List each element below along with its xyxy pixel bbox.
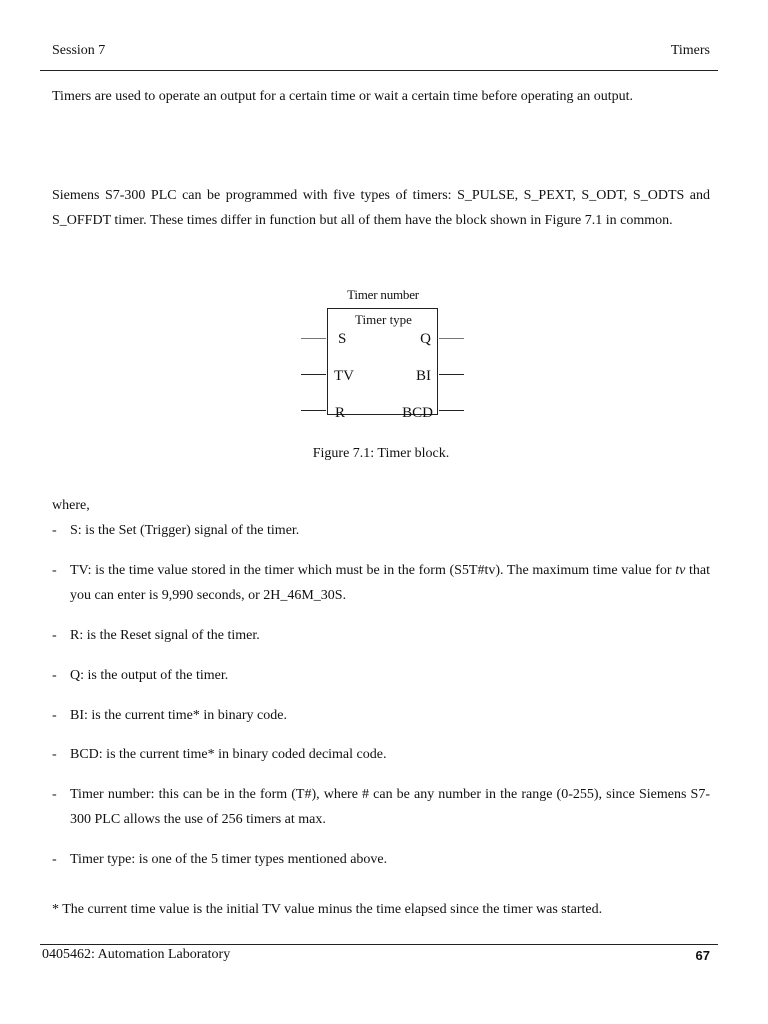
list-dash: - xyxy=(52,747,57,762)
figure-timer-number-label: Timer number xyxy=(347,287,419,302)
figure-caption: Figure 7.1: Timer block. xyxy=(312,446,450,461)
definition-timer-number xyxy=(52,782,710,832)
list-dash: - xyxy=(52,628,57,643)
list-dash: - xyxy=(52,787,57,802)
wire-tv xyxy=(301,374,326,375)
header-session: Session 7 xyxy=(52,43,106,58)
definition-bi xyxy=(52,703,710,728)
wire-bi xyxy=(439,374,464,375)
wire-r xyxy=(301,410,326,411)
wire-bcd xyxy=(439,410,464,411)
input-pin-tv: TV xyxy=(334,368,354,384)
list-dash: - xyxy=(52,668,57,683)
input-pin-s: S xyxy=(338,331,347,347)
definition-tv-text-end: that you can enter is 9,990 seconds, or 2H_46M_30S. xyxy=(70,563,710,603)
definition-tv-italic: tv xyxy=(675,563,686,578)
output-pin-bcd: BCD xyxy=(402,405,433,421)
wire-q xyxy=(439,338,464,339)
output-pin-bi: BI xyxy=(416,368,431,384)
list-dash: - xyxy=(52,523,57,538)
header-divider xyxy=(40,70,718,71)
output-pin-q: Q xyxy=(420,331,431,347)
where-label: where, xyxy=(52,498,90,513)
definition-bcd xyxy=(52,742,710,767)
header-topic: Timers xyxy=(670,43,710,58)
definition-s-text: S: is the Set (Trigger) signal of the timer. xyxy=(70,523,300,538)
definition-s xyxy=(52,518,710,543)
intro-paragraph: Timers are used to operate an output for a certain time or wait a certain time before operating an output. xyxy=(52,89,634,104)
definition-r-text: R: is the Reset signal of the timer. xyxy=(70,628,260,643)
list-dash: - xyxy=(52,708,57,723)
list-dash: - xyxy=(52,563,57,578)
definition-timer-type-text: Timer type: is one of the 5 timer types mentioned above. xyxy=(70,852,388,867)
page-number: 67 xyxy=(695,948,710,963)
definition-tv-text-start: TV: is the time value stored in the timer which must be in the form (S5T#tv). The maximum time value for xyxy=(70,563,676,578)
definition-bcd-text: BCD: is the current time* in binary coded decimal code. xyxy=(70,747,387,762)
definition-timer-type xyxy=(52,847,710,872)
definition-tv-text xyxy=(70,558,710,608)
definition-tv xyxy=(52,558,710,608)
list-dash: - xyxy=(52,852,57,867)
definition-r xyxy=(52,623,710,648)
wire-s xyxy=(301,338,326,339)
figure-timer-type-label: Timer type xyxy=(355,312,412,327)
timer-block-box xyxy=(327,308,438,421)
definition-timer-number-text: Timer number: this can be in the form (T#), where # can be any number in the range (0-255), since Siemens S7-300 PLC allows the use of 256 timers at max. xyxy=(70,787,710,827)
definition-q xyxy=(52,663,710,688)
footnote: * The current time value is the initial TV value minus the time elapsed since the timer was started. xyxy=(52,902,603,917)
siemens-paragraph: Siemens S7-300 PLC can be programmed with five types of timers: S_PULSE, S_PEXT, S_ODT, S_ODTS and S_OFFDT timer. These times differ in function but all of them have the block shown in Figure 7.1 in common. xyxy=(52,188,710,228)
input-pin-r: R xyxy=(335,405,346,421)
timer-block-figure xyxy=(300,285,466,435)
footer-course: 0405462: Automation Laboratory xyxy=(42,947,231,962)
definition-bi-text: BI: is the current time* in binary code. xyxy=(70,708,287,723)
definition-q-text: Q: is the output of the timer. xyxy=(70,668,229,683)
